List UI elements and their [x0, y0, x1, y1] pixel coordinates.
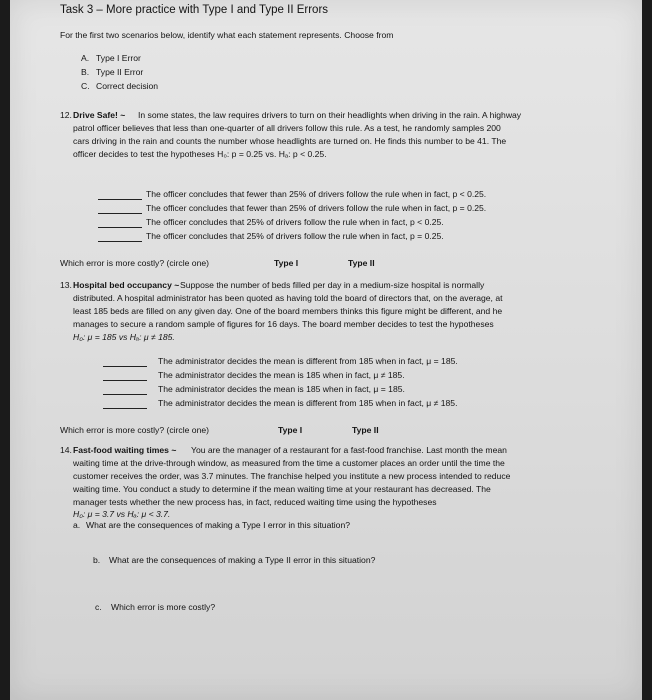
q14-line-3: customer receives the order, was 3.7 minutes. The franchise helped you institute a new process intended to reduce — [73, 471, 511, 481]
instructions: For the first two scenarios below, identify what each statement represents. Choose from — [60, 30, 394, 40]
q12-answer-blank-4[interactable] — [98, 241, 142, 242]
option-b-text: Type II Error — [96, 67, 144, 77]
option-c-letter: C. — [81, 81, 90, 91]
q14-part-c-question: Which error is more costly? — [111, 602, 216, 612]
q13-answer-blank-2[interactable] — [103, 380, 147, 381]
q12-line-1: In some states, the law requires drivers to turn on their headlights when driving in the rain. A highway — [138, 110, 522, 120]
q14-hypotheses: H₀: μ = 3.7 vs Hₐ: μ < 3.7. — [73, 509, 171, 519]
q13-hypotheses: H₀: μ = 185 vs Hₐ: μ ≠ 185. — [73, 332, 175, 342]
option-a-letter: A. — [81, 53, 90, 63]
q13-answer-blank-3[interactable] — [103, 394, 147, 395]
option-a-text: Type I Error — [96, 53, 141, 63]
worksheet-page — [10, 0, 642, 700]
q13-answer-blank-1[interactable] — [103, 366, 147, 367]
q13-costly-question: Which error is more costly? (circle one) — [60, 425, 209, 435]
option-b-letter: B. — [81, 67, 90, 77]
q12-type2-choice[interactable]: Type II — [348, 258, 375, 268]
q12-type1-choice[interactable]: Type I — [274, 258, 299, 268]
page-title: Task 3 – More practice with Type I and Type II Errors — [60, 4, 329, 16]
q12-answer-blank-1[interactable] — [98, 199, 142, 200]
q12-answer-blank-2[interactable] — [98, 213, 142, 214]
q13-line-1: Suppose the number of beds filled per day in a medium-size hospital is normally — [180, 280, 485, 290]
q14-part-b-question: What are the consequences of making a Type II error in this situation? — [109, 555, 376, 565]
q14-part-b-label: b. — [93, 555, 101, 565]
q13-heading: Hospital bed occupancy ~ — [73, 280, 180, 290]
q13-statement-2: The administrator decides the mean is 185 when in fact, μ ≠ 185. — [158, 370, 405, 380]
q12-line-2: patrol officer believes that less than one-quarter of all drivers follow this rule. As a test, he randomly samples 200 — [73, 123, 501, 133]
q13-line-3: least 185 beds are filled on any given day. One of the board members thinks this figure might be different, and he — [73, 306, 503, 316]
q14-part-c-label: c. — [95, 602, 102, 612]
q13-number: 13. — [60, 280, 72, 290]
q12-statement-4: The officer concludes that 25% of drivers follow the rule when in fact, p = 0.25. — [146, 231, 444, 241]
option-c-text: Correct decision — [96, 81, 159, 91]
q14-line-5: manager tests whether the new process has, in fact, reduced waiting time using the hypotheses — [73, 497, 437, 507]
q12-answer-blank-3[interactable] — [98, 227, 142, 228]
q14-line-1: You are the manager of a restaurant for a fast-food franchise. Last month the mean — [191, 445, 507, 455]
q12-costly-question: Which error is more costly? (circle one) — [60, 258, 209, 268]
q12-heading: Drive Safe! ~ — [73, 110, 126, 120]
q14-number: 14. — [60, 445, 72, 455]
q14-heading: Fast-food waiting times ~ — [73, 445, 177, 455]
q14-line-4: waiting time. You conduct a study to determine if the mean waiting time at your restaurant has decreased. The — [73, 484, 491, 494]
q13-line-4: manages to secure a random sample of figures for 16 days. The board member decides to test the hypotheses — [73, 319, 494, 329]
q12-statement-3: The officer concludes that 25% of drivers follow the rule when in fact, p < 0.25. — [146, 217, 444, 227]
q13-type1-choice[interactable]: Type I — [278, 425, 303, 435]
q13-statement-1: The administrator decides the mean is different from 185 when in fact, μ = 185. — [158, 356, 458, 366]
q14-part-a-label: a. — [73, 520, 81, 530]
q12-statement-2: The officer concludes that fewer than 25% of drivers follow the rule when in fact, p = 0.25. — [146, 203, 487, 213]
q12-number: 12. — [60, 110, 72, 120]
q12-statement-1: The officer concludes that fewer than 25% of drivers follow the rule when in fact, p < 0.25. — [146, 189, 487, 199]
q14-line-2: waiting time at the drive-through window, as measured from the time a customer places an order until the time the — [73, 458, 505, 468]
q13-statement-3: The administrator decides the mean is 185 when in fact, μ = 185. — [158, 384, 405, 394]
q13-line-2: distributed. A hospital administrator has been quoted as having told the board of directors that, on the average, at — [73, 293, 503, 303]
q13-answer-blank-4[interactable] — [103, 408, 147, 409]
q12-line-3: cars driving in the rain and counts the number whose headlights are turned on. He finds this number to be 41. The — [73, 136, 507, 146]
q14-part-a-question: What are the consequences of making a Type I error in this situation? — [86, 520, 351, 530]
q12-line-4: officer decides to test the hypotheses H₀: p = 0.25 vs. Hₐ: p < 0.25. — [73, 149, 327, 159]
q13-type2-choice[interactable]: Type II — [352, 425, 379, 435]
q13-statement-4: The administrator decides the mean is different from 185 when in fact, μ ≠ 185. — [158, 398, 458, 408]
